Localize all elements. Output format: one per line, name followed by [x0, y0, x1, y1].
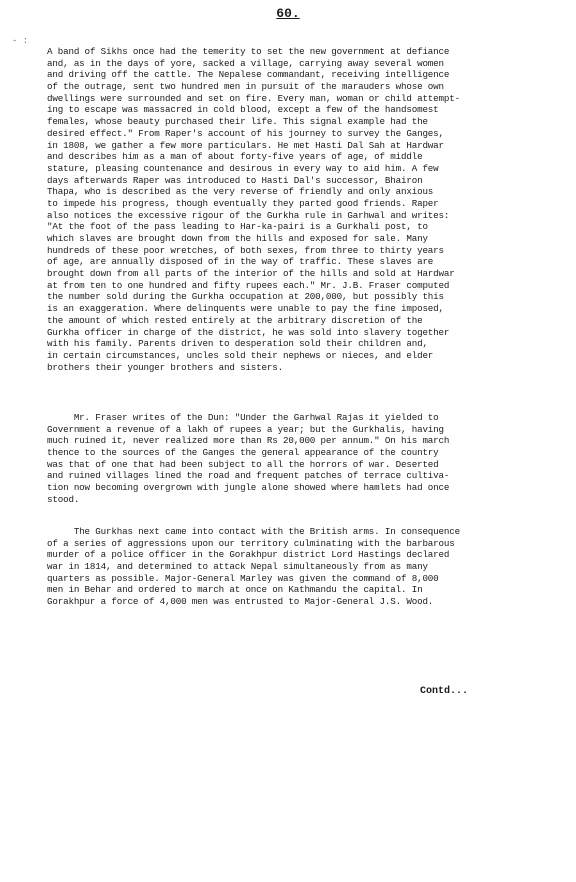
text-line: thence to the sources of the Ganges the general appearance of the country [47, 447, 439, 459]
paragraph-1 [47, 46, 460, 373]
text-line: the amount of which rested entirely at the arbitrary discretion of the [47, 314, 423, 326]
text-line: to impede his progress, though eventually they parted good friends. Raper [47, 197, 439, 209]
text-line: brought down from all parts of the interior of the hills and sold at Hardwar [47, 268, 455, 280]
text-line: days afterwards Raper was introduced to Hasti Dal's successor, Bhairon [47, 174, 423, 186]
text-line: men in Behar and ordered to march at once on Kathmandu the capital. In [47, 584, 423, 596]
text-line: A band of Sikhs once had the temerity to set the new government at defiance [47, 46, 450, 57]
corner-mark: - : [12, 36, 29, 46]
text-line: stood. [47, 493, 80, 505]
text-line: in certain circumstances, uncles sold their nephews or nieces, and elder [47, 349, 434, 361]
text-line: Thapa, who is described as the very reverse of friendly and only anxious [47, 186, 434, 198]
page-number: 60. [276, 6, 300, 21]
text-line: of the outrage, sent two hundred men in pursuit of the marauders whose own [47, 81, 444, 93]
text-line: desired effect." From Raper's account of his journey to survey the Ganges, [47, 127, 444, 139]
text-line: and, as in the days of yore, sacked a village, carrying away several women [47, 57, 444, 69]
text-line: tion now becoming overgrown with jungle alone showed where hamlets had once [47, 482, 450, 494]
text-line: in 1808, we gather a few more particulars. He met Hasti Dal Sah at Hardwar [47, 139, 444, 151]
text-line: the number sold during the Gurkha occupation at 200,000, but possibly this [47, 291, 444, 303]
text-line: was that of one that had been subject to all the horrors of war. Deserted [47, 458, 439, 470]
text-line: Mr. Fraser writes of the Dun: "Under the Garhwal Rajas it yielded to [47, 412, 439, 423]
text-line: Government a revenue of a lakh of rupees a year; but the Gurkhalis, having [47, 423, 444, 435]
text-line: and driving off the cattle. The Nepalese commandant, receiving intelligence [47, 69, 450, 81]
text-line: with his family. Parents driven to desperation sold their children and, [47, 338, 428, 350]
text-line: stature, pleasing countenance and desirous in every way to aid him. A few [47, 162, 439, 174]
text-line: of age, are annually disposed of in the way of traffic. These slaves are [47, 256, 434, 268]
text-line: Gurkha officer in charge of the district, he was sold into slavery together [47, 326, 450, 338]
text-line: and ruined villages lined the road and frequent patches of terrace cultiva- [47, 470, 450, 482]
text-line: also notices the excessive rigour of the Gurkha rule in Garhwal and writes: [47, 209, 450, 221]
text-line: which slaves are brought down from the hills and exposed for sale. Many [47, 233, 428, 244]
continued-marker: Contd... [420, 686, 469, 697]
text-line: of a series of aggressions upon our territory culminating with the barbarous [47, 537, 455, 549]
text-line: dwellings were surrounded and set on fire. Every man, woman or child attempt- [47, 92, 460, 104]
text-line: ing to escape was massacred in cold blood, except a few of the handsomest [47, 104, 439, 116]
text-line: is an exaggeration. Where delinquents were unable to pay the fine imposed, [47, 303, 444, 315]
text-line: at from ten to one hundred and fifty rupees each." Mr. J.B. Fraser computed [47, 279, 450, 291]
text-line: The Gurkhas next came into contact with the British arms. In consequence [47, 526, 460, 537]
text-line: and describes him as a man of about forty-five years of age, of middle [47, 151, 423, 163]
text-line: "At the foot of the pass leading to Har-ka-pairi is a Gurkhali post, to [47, 221, 428, 233]
paragraph-2 [47, 412, 449, 506]
text-line: war in 1814, and determined to attack Nepal simultaneously from as many [47, 561, 428, 573]
text-line: females, whose beauty purchased their life. This signal example had the [47, 116, 428, 128]
paragraph-3 [47, 526, 460, 608]
text-line: brothers their younger brothers and sisters. [47, 361, 283, 373]
text-line: Gorakhpur a force of 4,000 men was entrusted to Major-General J.S. Wood. [47, 596, 434, 608]
text-line: murder of a police officer in the Gorakhpur district Lord Hastings declared [47, 549, 450, 561]
text-line: quarters as possible. Major-General Marley was given the command of 8,000 [47, 572, 439, 584]
text-line: much ruined it, never realized more than Rs 20,000 per annum." On his march [47, 435, 450, 447]
text-line: hundreds of these poor wretches, of both sexes, from three to thirty years [47, 244, 444, 256]
